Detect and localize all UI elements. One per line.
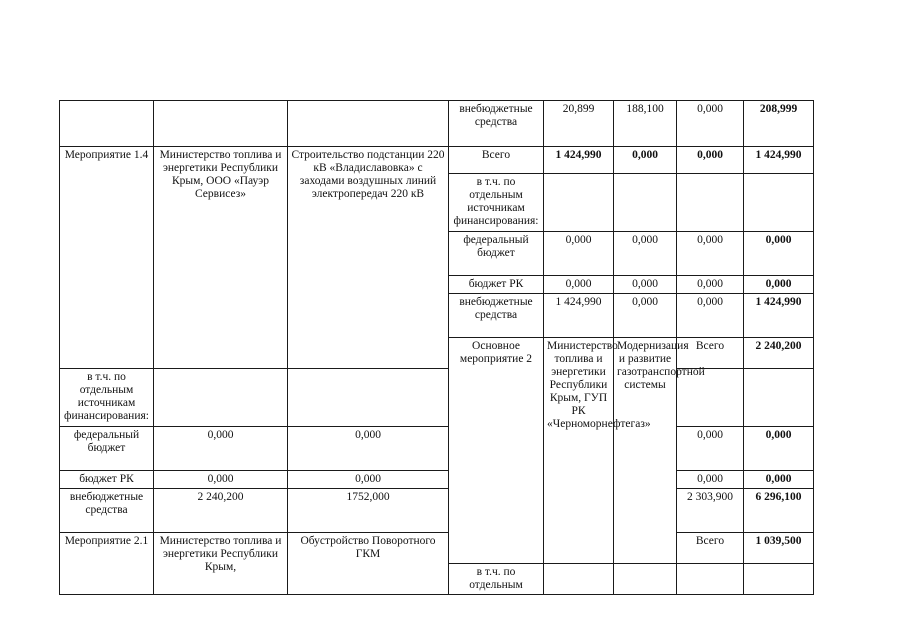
value-cell	[614, 564, 677, 595]
value-cell	[154, 369, 288, 427]
funding-source-cell: федеральный бюджет	[60, 427, 154, 471]
funding-source-cell: внебюджетные средства	[449, 101, 544, 147]
value-cell: 0,000	[288, 471, 449, 489]
value-cell: 0,000	[677, 471, 744, 489]
value-cell: 0,000	[677, 294, 744, 338]
value-cell: 0,000	[677, 232, 744, 276]
value-cell	[544, 564, 614, 595]
event-cell	[60, 101, 154, 147]
funding-source-cell: в т.ч. по отдельным	[449, 564, 544, 595]
funding-table	[59, 100, 814, 595]
value-cell	[544, 174, 614, 232]
funding-source-cell: бюджет РК	[449, 276, 544, 294]
executor-cell: Министерство топлива и энергетики Республики Крым,	[154, 533, 288, 595]
table-row	[60, 489, 814, 533]
funding-source-cell: внебюджетные средства	[60, 489, 154, 533]
value-cell: 0,000	[154, 427, 288, 471]
value-cell	[288, 369, 449, 427]
value-cell: 0,000	[544, 232, 614, 276]
funding-source-cell: Всего	[677, 338, 744, 369]
table-row	[60, 427, 814, 471]
measure-name-cell: Модернизация и развитие газотранспортной системы	[614, 338, 677, 564]
value-cell	[677, 174, 744, 232]
table-row	[60, 471, 814, 489]
total-cell: 1 424,990	[744, 294, 814, 338]
value-cell: 2 240,200	[744, 338, 814, 369]
funding-source-cell: федеральный бюджет	[449, 232, 544, 276]
table-row	[60, 101, 814, 147]
event-cell: Мероприятие 2.1	[60, 533, 154, 595]
total-cell: 0,000	[744, 471, 814, 489]
total-cell	[744, 174, 814, 232]
total-cell	[744, 369, 814, 427]
funding-source-cell: Всего	[677, 533, 744, 564]
value-cell: 0,000	[677, 147, 744, 174]
total-cell: 0,000	[744, 232, 814, 276]
measure-name-cell: Строительство подстанции 220 кВ «Владиславовка» с заходами воздушных линий электропередач 220 кВ	[288, 147, 449, 369]
executor-cell: Министерство топлива и энергетики Республики Крым, ООО «Пауэр Сервисез»	[154, 147, 288, 369]
funding-source-cell: в т.ч. по отдельным источникам финансирования:	[449, 174, 544, 232]
value-cell: 0,000	[614, 294, 677, 338]
value-cell: 2 240,200	[154, 489, 288, 533]
executor-cell: Министерство топлива и энергетики Республики Крым, ГУП РК «Черноморнефтегаз»	[544, 338, 614, 564]
table-row	[60, 147, 814, 174]
value-cell: 1752,000	[288, 489, 449, 533]
value-cell: 1 424,990	[544, 147, 614, 174]
value-cell: 188,100	[614, 101, 677, 147]
value-cell	[677, 564, 744, 595]
value-cell	[614, 174, 677, 232]
total-cell: 1 424,990	[744, 147, 814, 174]
event-cell: Мероприятие 1.4	[60, 147, 154, 369]
total-cell: 0,000	[744, 276, 814, 294]
funding-source-cell: бюджет РК	[60, 471, 154, 489]
total-cell	[744, 564, 814, 595]
value-cell: 1 039,500	[744, 533, 814, 564]
funding-source-cell: Всего	[449, 147, 544, 174]
funding-source-cell: в т.ч. по отдельным источникам финансирования:	[60, 369, 154, 427]
measure-name-cell	[288, 101, 449, 147]
value-cell: 0,000	[614, 232, 677, 276]
value-cell: 0,000	[614, 147, 677, 174]
value-cell: 0,000	[614, 276, 677, 294]
value-cell: 0,000	[677, 427, 744, 471]
value-cell: 0,000	[677, 276, 744, 294]
total-cell: 6 296,100	[744, 489, 814, 533]
event-cell: Основное мероприятие 2	[449, 338, 544, 564]
value-cell: 0,000	[154, 471, 288, 489]
value-cell: 20,899	[544, 101, 614, 147]
total-cell: 208,999	[744, 101, 814, 147]
value-cell: 2 303,900	[677, 489, 744, 533]
value-cell: 0,000	[288, 427, 449, 471]
total-cell: 0,000	[744, 427, 814, 471]
funding-source-cell: внебюджетные средства	[449, 294, 544, 338]
measure-name-cell: Обустройство Поворотного ГКМ	[288, 533, 449, 595]
value-cell: 1 424,990	[544, 294, 614, 338]
value-cell: 0,000	[544, 276, 614, 294]
executor-cell	[154, 101, 288, 147]
value-cell: 0,000	[677, 101, 744, 147]
table-row	[60, 533, 814, 564]
